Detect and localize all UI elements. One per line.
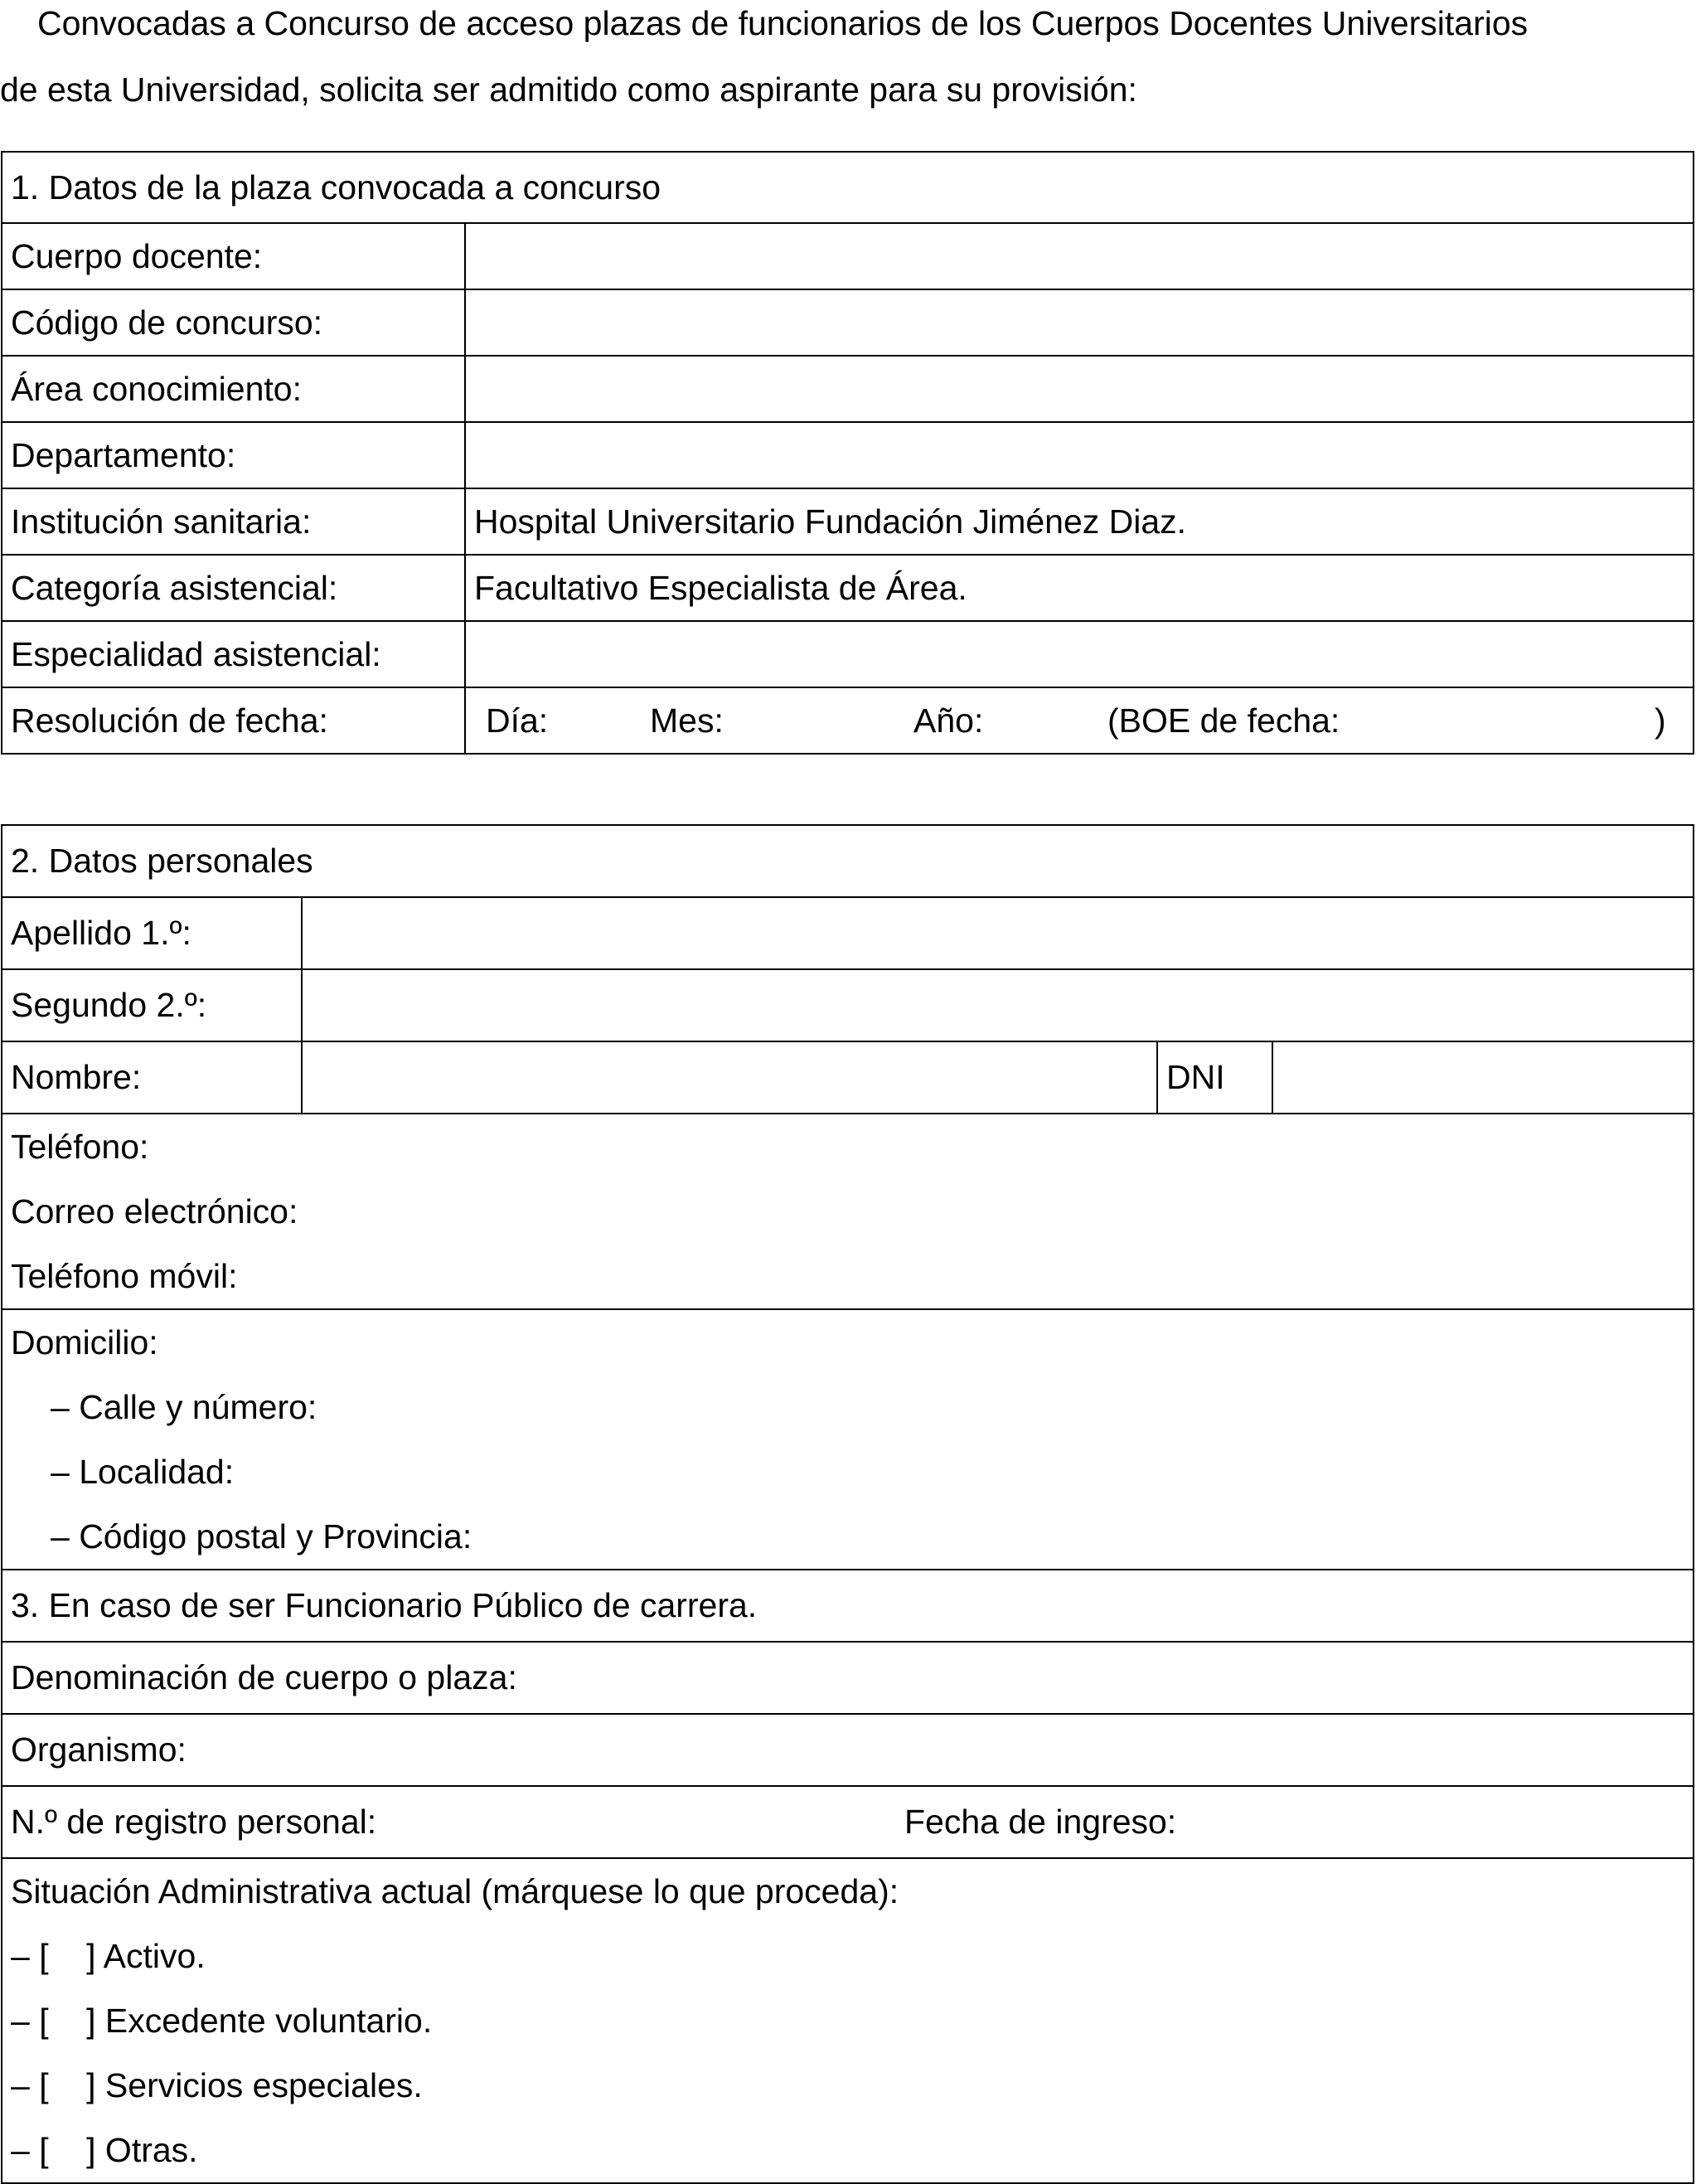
domicilio-cell[interactable]	[2, 1309, 1694, 1570]
label-localidad: – Localidad:	[51, 1453, 235, 1491]
contacto-cell[interactable]	[2, 1114, 1694, 1309]
field-especialidad-asistencial[interactable]	[465, 621, 1694, 687]
field-cuerpo-docente[interactable]	[465, 223, 1694, 289]
label-especialidad-asistencial: Especialidad asistencial:	[2, 621, 465, 687]
label-categoria-asistencial: Categoría asistencial:	[2, 555, 465, 621]
label-cuerpo-docente: Cuerpo docente:	[2, 223, 465, 289]
checkbox-otras[interactable]: – [ ] Otras.	[11, 2131, 198, 2169]
field-categoria-asistencial[interactable]: Facultativo Especialista de Área.	[465, 555, 1694, 621]
label-fecha-ingreso: Fecha de ingreso:	[904, 1803, 1177, 1841]
field-resolucion-fecha[interactable]	[465, 687, 1694, 754]
checkbox-servicios-especiales[interactable]: – [ ] Servicios especiales.	[11, 2066, 423, 2104]
checkbox-excedente-voluntario[interactable]: – [ ] Excedente voluntario.	[11, 2002, 433, 2040]
section-1-title: 1. Datos de la plaza convocada a concurso	[2, 152, 1694, 223]
field-denominacion[interactable]: Denominación de cuerpo o plaza:	[2, 1642, 1694, 1714]
label-telefono: Teléfono:	[11, 1128, 149, 1166]
plaza-table	[1, 151, 1694, 755]
datos-personales-table	[1, 824, 1694, 2184]
checkbox-activo[interactable]: – [ ] Activo.	[11, 1937, 206, 1975]
label-mes: Mes:	[650, 701, 724, 740]
section-3-title: 3. En caso de ser Funcionario Público de carrera.	[2, 1570, 1694, 1642]
field-institucion-sanitaria[interactable]: Hospital Universitario Fundación Jiménez Diaz.	[465, 488, 1694, 555]
label-institucion-sanitaria: Institución sanitaria:	[2, 488, 465, 555]
intro-paragraph	[0, 0, 1696, 123]
label-anio: Año:	[913, 701, 984, 740]
boe-close-paren: )	[1655, 701, 1666, 740]
label-nombre: Nombre:	[2, 1041, 302, 1114]
label-apellido-1: Apellido 1.º:	[2, 897, 302, 969]
label-codigo-concurso: Código de concurso:	[2, 289, 465, 356]
label-dia: Día:	[486, 701, 549, 740]
field-segundo-apellido[interactable]	[302, 969, 1694, 1041]
label-situacion: Situación Administrativa actual (márquese lo que proceda):	[11, 1872, 899, 1910]
label-correo: Correo electrónico:	[11, 1192, 298, 1230]
label-domicilio: Domicilio:	[11, 1323, 158, 1361]
label-registro-personal: N.º de registro personal:	[11, 1803, 377, 1841]
label-departamento: Departamento:	[2, 422, 465, 488]
label-area-conocimiento: Área conocimiento:	[2, 356, 465, 422]
label-boe-fecha: (BOE de fecha:	[1107, 701, 1340, 740]
section-2-title: 2. Datos personales	[2, 825, 1694, 897]
field-apellido-1[interactable]	[302, 897, 1694, 969]
field-organismo[interactable]: Organismo:	[2, 1714, 1694, 1786]
situacion-cell	[2, 1858, 1694, 2183]
field-dni[interactable]	[1272, 1041, 1694, 1114]
intro-line-1: Convocadas a Concurso de acceso plazas de funcionarios de los Cuerpos Docentes Universitarios	[37, 4, 1529, 42]
label-codigo-postal-provincia: – Código postal y Provincia:	[51, 1517, 472, 1555]
field-area-conocimiento[interactable]	[465, 356, 1694, 422]
label-calle-numero: – Calle y número:	[51, 1388, 317, 1426]
field-codigo-concurso[interactable]	[465, 289, 1694, 356]
label-dni: DNI	[1157, 1041, 1272, 1114]
registro-fecha-row[interactable]	[2, 1786, 1694, 1858]
field-nombre[interactable]	[302, 1041, 1157, 1114]
label-telefono-movil: Teléfono móvil:	[11, 1257, 238, 1295]
label-resolucion-fecha: Resolución de fecha:	[2, 687, 465, 754]
field-departamento[interactable]	[465, 422, 1694, 488]
intro-line-2: de esta Universidad, solicita ser admitido como aspirante para su provisión:	[0, 70, 1137, 109]
label-segundo-apellido: Segundo 2.º:	[2, 969, 302, 1041]
